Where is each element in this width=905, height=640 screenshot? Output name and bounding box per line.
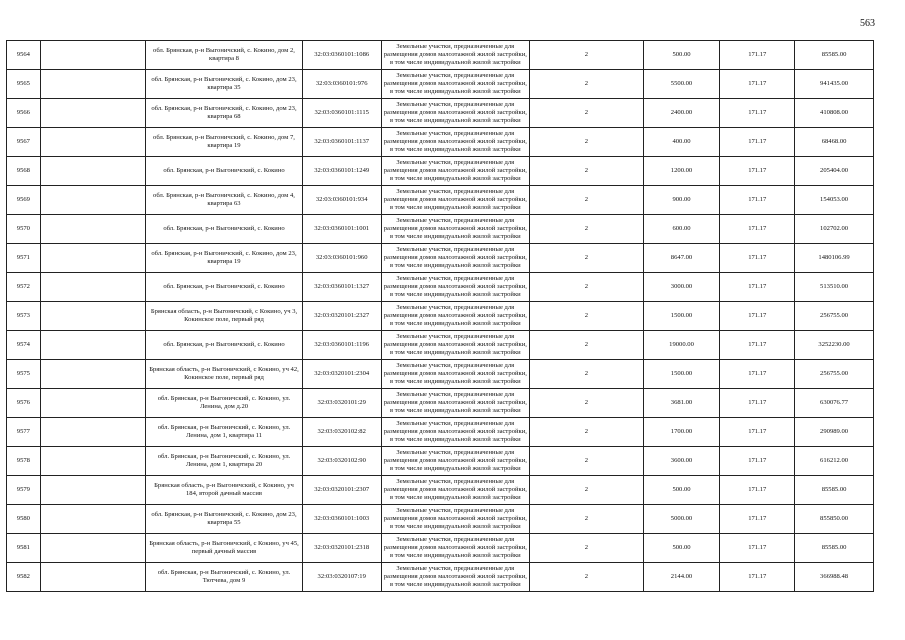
rate-cell: 171.17: [720, 244, 795, 273]
row-number: 9580: [7, 505, 41, 534]
rate-cell: 171.17: [720, 99, 795, 128]
row-number: 9574: [7, 331, 41, 360]
table-row: [7, 157, 874, 186]
rate-cell: 171.17: [720, 331, 795, 360]
cadastral-number-cell: 32:03:0360101:976: [302, 70, 381, 99]
cadastral-number-cell: 32:03:0320101:2304: [302, 360, 381, 389]
empty-cell: [40, 41, 145, 70]
cadastral-number-cell: 32:03:0320101:2307: [302, 476, 381, 505]
empty-cell: [40, 99, 145, 128]
address-cell: обл. Брянская, р-н Выгоничский, с. Кокино, дом 23, квартира 35: [146, 70, 303, 99]
land-use-cell: Земельные участки, предназначенные для размещения домов малоэтажной жилой застройки, в том числе индивидуальной жилой застройки: [381, 99, 529, 128]
area-cell: 500.00: [643, 534, 720, 563]
table-row: [7, 389, 874, 418]
category-cell: 2: [530, 534, 644, 563]
cadastral-value-cell: 102702.00: [795, 215, 874, 244]
address-cell: обл. Брянская, р-н Выгоничский, с. Кокино, дом 23, квартира 55: [146, 505, 303, 534]
land-use-cell: Земельные участки, предназначенные для размещения домов малоэтажной жилой застройки, в том числе индивидуальной жилой застройки: [381, 273, 529, 302]
table-row: [7, 244, 874, 273]
cadastral-value-cell: 1480106.99: [795, 244, 874, 273]
land-use-cell: Земельные участки, предназначенные для размещения домов малоэтажной жилой застройки, в том числе индивидуальной жилой застройки: [381, 186, 529, 215]
rate-cell: 171.17: [720, 215, 795, 244]
area-cell: 500.00: [643, 476, 720, 505]
table-row: [7, 99, 874, 128]
category-cell: 2: [530, 157, 644, 186]
cadastral-value-cell: 410808.00: [795, 99, 874, 128]
cadastral-value-cell: 855850.00: [795, 505, 874, 534]
cadastral-number-cell: 32:03:0360101:960: [302, 244, 381, 273]
land-use-cell: Земельные участки, предназначенные для размещения домов малоэтажной жилой застройки, в том числе индивидуальной жилой застройки: [381, 360, 529, 389]
area-cell: 3600.00: [643, 447, 720, 476]
row-number: 9582: [7, 563, 41, 592]
category-cell: 2: [530, 41, 644, 70]
address-cell: обл. Брянская, р-н Выгоничский, с. Кокино, дом 23, квартира 68: [146, 99, 303, 128]
category-cell: 2: [530, 215, 644, 244]
cadastral-value-cell: 154053.00: [795, 186, 874, 215]
table-row: [7, 534, 874, 563]
land-registry-table: [6, 40, 874, 592]
empty-cell: [40, 70, 145, 99]
rate-cell: 171.17: [720, 505, 795, 534]
row-number: 9577: [7, 418, 41, 447]
land-use-cell: Земельные участки, предназначенные для размещения домов малоэтажной жилой застройки, в том числе индивидуальной жилой застройки: [381, 505, 529, 534]
row-number: 9566: [7, 99, 41, 128]
table-row: [7, 563, 874, 592]
cadastral-number-cell: 32:03:0360101:934: [302, 186, 381, 215]
area-cell: 8647.00: [643, 244, 720, 273]
address-cell: обл. Брянская, р-н Выгоничский, с. Кокино, ул. Ленина, дом 1, квартира 20: [146, 447, 303, 476]
cadastral-value-cell: 3252230.00: [795, 331, 874, 360]
address-cell: Брянская область, р-н Выгоничский, с Кокино, уч 184, второй дачный массив: [146, 476, 303, 505]
area-cell: 600.00: [643, 215, 720, 244]
category-cell: 2: [530, 418, 644, 447]
rate-cell: 171.17: [720, 476, 795, 505]
cadastral-value-cell: 85585.00: [795, 476, 874, 505]
land-use-cell: Земельные участки, предназначенные для размещения домов малоэтажной жилой застройки, в том числе индивидуальной жилой застройки: [381, 128, 529, 157]
row-number: 9567: [7, 128, 41, 157]
rate-cell: 171.17: [720, 128, 795, 157]
cadastral-value-cell: 616212.00: [795, 447, 874, 476]
cadastral-value-cell: 68468.00: [795, 128, 874, 157]
table-row: [7, 447, 874, 476]
empty-cell: [40, 505, 145, 534]
empty-cell: [40, 331, 145, 360]
table-row: [7, 360, 874, 389]
table-body: [7, 41, 874, 592]
row-number: 9572: [7, 273, 41, 302]
row-number: 9565: [7, 70, 41, 99]
cadastral-number-cell: 32:03:0320107:19: [302, 563, 381, 592]
category-cell: 2: [530, 70, 644, 99]
cadastral-value-cell: 256755.00: [795, 360, 874, 389]
rate-cell: 171.17: [720, 389, 795, 418]
cadastral-number-cell: 32:03:0360101:1249: [302, 157, 381, 186]
address-cell: обл. Брянская, р-н Выгоничский, с. Кокино: [146, 215, 303, 244]
empty-cell: [40, 244, 145, 273]
cadastral-number-cell: 32:03:0360101:1115: [302, 99, 381, 128]
land-use-cell: Земельные участки, предназначенные для размещения домов малоэтажной жилой застройки, в том числе индивидуальной жилой застройки: [381, 476, 529, 505]
rate-cell: 171.17: [720, 534, 795, 563]
empty-cell: [40, 418, 145, 447]
row-number: 9570: [7, 215, 41, 244]
area-cell: 900.00: [643, 186, 720, 215]
table-row: [7, 186, 874, 215]
area-cell: 1200.00: [643, 157, 720, 186]
category-cell: 2: [530, 505, 644, 534]
empty-cell: [40, 157, 145, 186]
area-cell: 3000.00: [643, 273, 720, 302]
area-cell: 2144.00: [643, 563, 720, 592]
land-use-cell: Земельные участки, предназначенные для размещения домов малоэтажной жилой застройки, в том числе индивидуальной жилой застройки: [381, 70, 529, 99]
category-cell: 2: [530, 331, 644, 360]
category-cell: 2: [530, 447, 644, 476]
rate-cell: 171.17: [720, 447, 795, 476]
address-cell: Брянская область, р-н Выгоничский, с Кокино, уч 45, первый дачный массив: [146, 534, 303, 563]
cadastral-value-cell: 256755.00: [795, 302, 874, 331]
table-row: [7, 128, 874, 157]
empty-cell: [40, 563, 145, 592]
empty-cell: [40, 215, 145, 244]
row-number: 9578: [7, 447, 41, 476]
category-cell: 2: [530, 476, 644, 505]
table-row: [7, 331, 874, 360]
address-cell: обл. Брянская, р-н Выгоничский, с. Кокино, дом 4, квартира 63: [146, 186, 303, 215]
cadastral-value-cell: 366988.48: [795, 563, 874, 592]
rate-cell: 171.17: [720, 41, 795, 70]
area-cell: 400.00: [643, 128, 720, 157]
page-number: 563: [860, 18, 875, 29]
cadastral-number-cell: 32:03:0320101:29: [302, 389, 381, 418]
land-use-cell: Земельные участки, предназначенные для размещения домов малоэтажной жилой застройки, в том числе индивидуальной жилой застройки: [381, 447, 529, 476]
area-cell: 1700.00: [643, 418, 720, 447]
cadastral-number-cell: 32:03:0360101:1327: [302, 273, 381, 302]
empty-cell: [40, 534, 145, 563]
table-row: [7, 41, 874, 70]
row-number: 9581: [7, 534, 41, 563]
table-row: [7, 215, 874, 244]
empty-cell: [40, 389, 145, 418]
row-number: 9569: [7, 186, 41, 215]
area-cell: 1500.00: [643, 360, 720, 389]
empty-cell: [40, 186, 145, 215]
row-number: 9576: [7, 389, 41, 418]
area-cell: 3681.00: [643, 389, 720, 418]
cadastral-value-cell: 290989.00: [795, 418, 874, 447]
area-cell: 19000.00: [643, 331, 720, 360]
land-use-cell: Земельные участки, предназначенные для размещения домов малоэтажной жилой застройки, в том числе индивидуальной жилой застройки: [381, 215, 529, 244]
address-cell: Брянская область, р-н Выгоничский, с Кокино, уч 42, Кокинское поле, первый ряд: [146, 360, 303, 389]
category-cell: 2: [530, 302, 644, 331]
row-number: 9568: [7, 157, 41, 186]
address-cell: обл. Брянская, р-н Выгоничский, с. Кокино: [146, 157, 303, 186]
cadastral-number-cell: 32:03:0320101:2327: [302, 302, 381, 331]
land-use-cell: Земельные участки, предназначенные для размещения домов малоэтажной жилой застройки, в том числе индивидуальной жилой застройки: [381, 534, 529, 563]
address-cell: Брянская область, р-н Выгоничский, с Кокино, уч 3, Кокинское поле, первый ряд: [146, 302, 303, 331]
rate-cell: 171.17: [720, 273, 795, 302]
area-cell: 2400.00: [643, 99, 720, 128]
address-cell: обл. Брянская, р-н Выгоничский, с. Кокино: [146, 273, 303, 302]
address-cell: обл. Брянская, р-н Выгоничский, с. Кокино: [146, 331, 303, 360]
cadastral-number-cell: 32:03:0360101:1003: [302, 505, 381, 534]
area-cell: 5500.00: [643, 70, 720, 99]
land-use-cell: Земельные участки, предназначенные для размещения домов малоэтажной жилой застройки, в том числе индивидуальной жилой застройки: [381, 331, 529, 360]
empty-cell: [40, 360, 145, 389]
land-use-cell: Земельные участки, предназначенные для размещения домов малоэтажной жилой застройки, в том числе индивидуальной жилой застройки: [381, 244, 529, 273]
land-use-cell: Земельные участки, предназначенные для размещения домов малоэтажной жилой застройки, в том числе индивидуальной жилой застройки: [381, 563, 529, 592]
row-number: 9564: [7, 41, 41, 70]
land-use-cell: Земельные участки, предназначенные для размещения домов малоэтажной жилой застройки, в том числе индивидуальной жилой застройки: [381, 41, 529, 70]
address-cell: обл. Брянская, р-н Выгоничский, с. Кокино, дом 7, квартира 19: [146, 128, 303, 157]
land-use-cell: Земельные участки, предназначенные для размещения домов малоэтажной жилой застройки, в том числе индивидуальной жилой застройки: [381, 157, 529, 186]
cadastral-value-cell: 205404.00: [795, 157, 874, 186]
cadastral-value-cell: 941435.00: [795, 70, 874, 99]
rate-cell: 171.17: [720, 157, 795, 186]
rate-cell: 171.17: [720, 186, 795, 215]
area-cell: 500.00: [643, 41, 720, 70]
cadastral-number-cell: 32:03:0360101:1137: [302, 128, 381, 157]
table-row: [7, 302, 874, 331]
category-cell: 2: [530, 244, 644, 273]
empty-cell: [40, 302, 145, 331]
cadastral-number-cell: 32:03:0360101:1196: [302, 331, 381, 360]
category-cell: 2: [530, 389, 644, 418]
category-cell: 2: [530, 563, 644, 592]
land-use-cell: Земельные участки, предназначенные для размещения домов малоэтажной жилой застройки, в том числе индивидуальной жилой застройки: [381, 302, 529, 331]
cadastral-number-cell: 32:03:0320102:82: [302, 418, 381, 447]
land-use-cell: Земельные участки, предназначенные для размещения домов малоэтажной жилой застройки, в том числе индивидуальной жилой застройки: [381, 418, 529, 447]
category-cell: 2: [530, 273, 644, 302]
category-cell: 2: [530, 128, 644, 157]
empty-cell: [40, 476, 145, 505]
row-number: 9573: [7, 302, 41, 331]
empty-cell: [40, 128, 145, 157]
row-number: 9575: [7, 360, 41, 389]
category-cell: 2: [530, 360, 644, 389]
table-row: [7, 418, 874, 447]
table-row: [7, 476, 874, 505]
rate-cell: 171.17: [720, 302, 795, 331]
land-use-cell: Земельные участки, предназначенные для размещения домов малоэтажной жилой застройки, в том числе индивидуальной жилой застройки: [381, 389, 529, 418]
address-cell: обл. Брянская, р-н Выгоничский, с. Кокино, ул. Тютчева, дом 9: [146, 563, 303, 592]
table-row: [7, 273, 874, 302]
rate-cell: 171.17: [720, 360, 795, 389]
empty-cell: [40, 273, 145, 302]
cadastral-value-cell: 513510.00: [795, 273, 874, 302]
rate-cell: 171.17: [720, 563, 795, 592]
rate-cell: 171.17: [720, 70, 795, 99]
address-cell: обл. Брянская, р-н Выгоничский, с. Кокино, дом 2, квартира 8: [146, 41, 303, 70]
rate-cell: 171.17: [720, 418, 795, 447]
address-cell: обл. Брянская, р-н Выгоничский, с. Кокино, ул. Ленина, дом д.20: [146, 389, 303, 418]
category-cell: 2: [530, 99, 644, 128]
area-cell: 5000.00: [643, 505, 720, 534]
address-cell: обл. Брянская, р-н Выгоничский, с. Кокино, ул. Ленина, дом 1, квартира 11: [146, 418, 303, 447]
row-number: 9579: [7, 476, 41, 505]
cadastral-number-cell: 32:03:0360101:1086: [302, 41, 381, 70]
cadastral-value-cell: 85585.00: [795, 534, 874, 563]
address-cell: обл. Брянская, р-н Выгоничский, с. Кокино, дом 23, квартира 19: [146, 244, 303, 273]
cadastral-value-cell: 630076.77: [795, 389, 874, 418]
cadastral-value-cell: 85585.00: [795, 41, 874, 70]
area-cell: 1500.00: [643, 302, 720, 331]
table-row: [7, 70, 874, 99]
cadastral-number-cell: 32:03:0320101:2318: [302, 534, 381, 563]
empty-cell: [40, 447, 145, 476]
cadastral-number-cell: 32:03:0320102:90: [302, 447, 381, 476]
cadastral-number-cell: 32:03:0360101:1001: [302, 215, 381, 244]
row-number: 9571: [7, 244, 41, 273]
category-cell: 2: [530, 186, 644, 215]
table-row: [7, 505, 874, 534]
